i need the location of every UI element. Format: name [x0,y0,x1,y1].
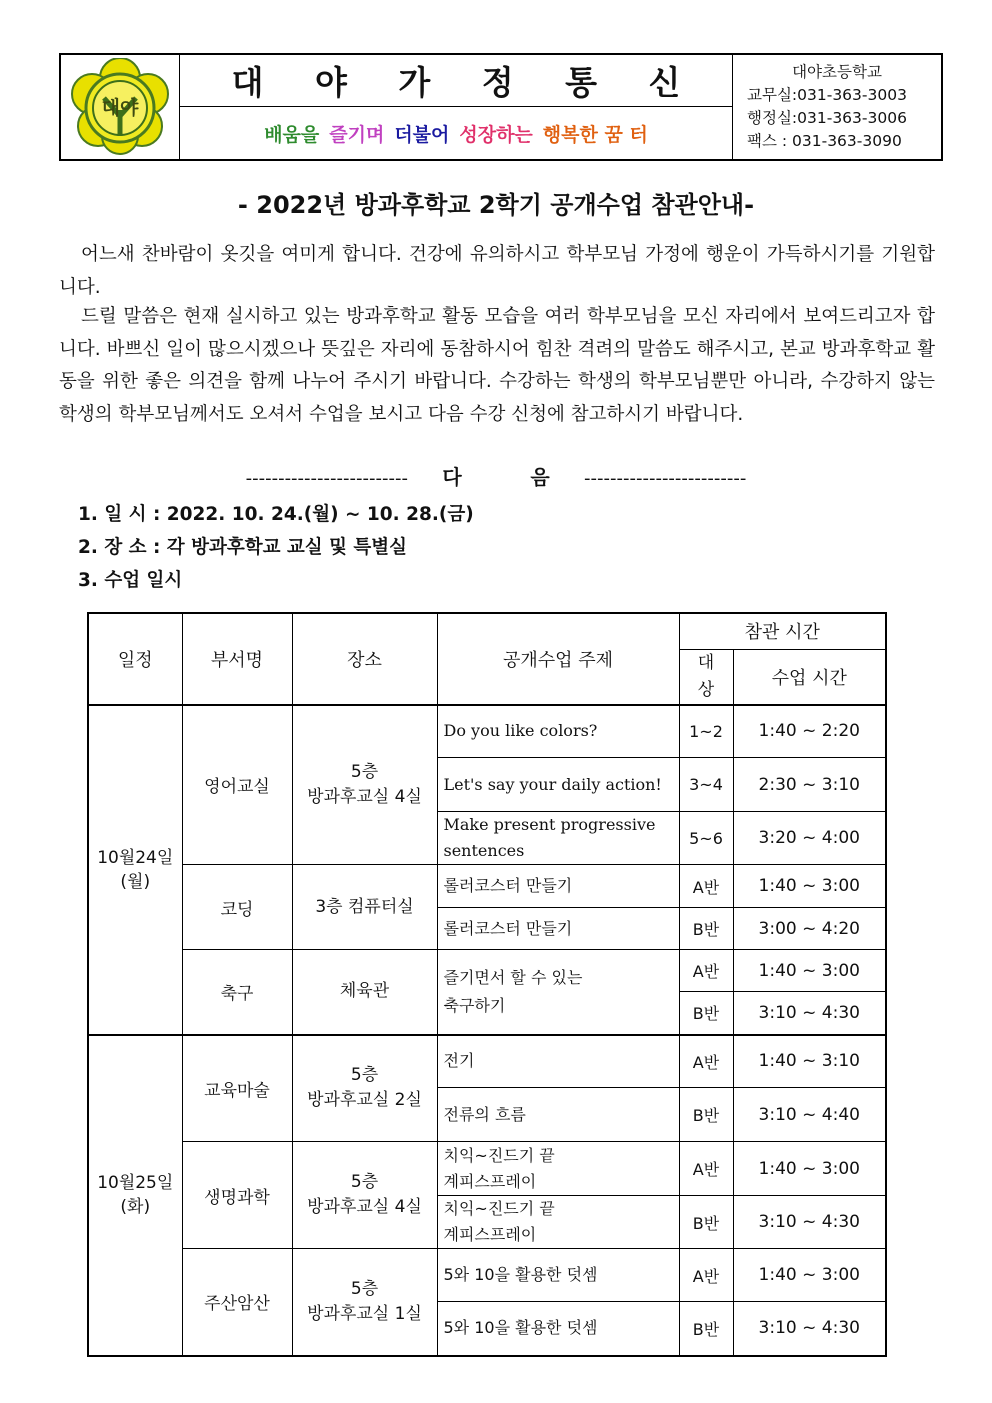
document-title: - 2022년 방과후학교 2학기 공개수업 참관안내- [237,191,755,219]
class-target: B반 [679,992,733,1035]
logo-text: 대야 [101,97,139,119]
divider-label-left: 다 [442,465,462,489]
schedule-date: 10월24일 (월) [88,705,182,1035]
school-name: 대야초등학교 [792,63,882,81]
class-place: 5층 방과후교실 4실 [292,705,437,865]
school-slogan [180,107,732,159]
header-class-time: 수업 시간 [733,649,886,705]
class-place: 체육관 [292,950,437,1035]
class-target: 5~6 [679,812,733,865]
table-row [88,1035,886,1088]
table-row [88,1142,886,1196]
header-visit-time: 참관 시간 [679,613,886,649]
class-time: 1:40 ~ 2:20 [733,705,886,758]
class-topic: Do you like colors? [437,705,679,758]
class-topic: 5와 10을 활용한 덧셈 [437,1302,679,1356]
dept-name: 교육마술 [182,1035,292,1142]
header-place: 장소 [292,613,437,705]
header-target: 대 상 [679,649,733,705]
class-topic: 전류의 흐름 [437,1088,679,1142]
header-date: 일정 [88,613,182,705]
newsletter-title: 대 야 가 정 통 신 [180,55,732,107]
school-logo [61,55,180,159]
class-topic: 5와 10을 활용한 덧셈 [437,1249,679,1302]
class-place: 3층 컴퓨터실 [292,865,437,950]
table-row [88,1249,886,1302]
phone-admin: 행정실:031-363-3006 [747,109,907,127]
divider-dashes-right: ------------------------- [584,468,747,489]
phone-office: 교무실:031-363-3003 [747,86,907,104]
class-time: 3:00 ~ 4:20 [733,908,886,950]
class-topic: 롤러코스터 만들기 [437,865,679,908]
class-time: 3:10 ~ 4:30 [733,992,886,1035]
header-topic: 공개수업 주제 [437,613,679,705]
class-topic: Make present progressive sentences [437,812,679,865]
table-row [88,950,886,992]
school-emblem-icon [68,58,172,156]
class-target: A반 [679,1249,733,1302]
class-target: A반 [679,1142,733,1196]
divider-label-right: 음 [530,465,550,489]
dept-name: 영어교실 [182,705,292,865]
slogan-word: 더불어 [394,123,450,146]
item-place: 2. 장 소 : 각 방과후학교 교실 및 특별실 [78,537,408,558]
section-divider [0,461,992,490]
class-target: B반 [679,1196,733,1249]
slogan-word: 배움을 [264,123,320,146]
class-place: 5층 방과후교실 4실 [292,1142,437,1249]
newsletter-header [59,53,943,161]
class-target: A반 [679,865,733,908]
slogan-word: 성장하는 [459,123,533,146]
dept-name: 축구 [182,950,292,1035]
dept-name: 생명과학 [182,1142,292,1249]
contact-info [733,55,941,159]
schedule-date: 10월25일 (화) [88,1035,182,1356]
schedule-table [87,612,887,1357]
dept-name: 주산암산 [182,1249,292,1356]
class-target: 3~4 [679,758,733,812]
class-time: 1:40 ~ 3:00 [733,1249,886,1302]
item-datetime: 1. 일 시 : 2022. 10. 24.(월) ~ 10. 28.(금) [78,504,474,525]
class-time: 3:10 ~ 4:30 [733,1302,886,1356]
dept-name: 코딩 [182,865,292,950]
class-topic: 치익~진드기 끝 계피스프레이 [437,1196,679,1249]
class-time: 2:30 ~ 3:10 [733,758,886,812]
class-target: B반 [679,1088,733,1142]
header-center [180,55,733,159]
class-place: 5층 방과후교실 2실 [292,1035,437,1142]
class-topic: 즐기면서 할 수 있는 축구하기 [437,950,679,1035]
table-row [88,705,886,758]
class-topic: 롤러코스터 만들기 [437,908,679,950]
slogan-word: 행복한 꿈 터 [542,123,648,146]
class-time: 1:40 ~ 3:00 [733,1142,886,1196]
class-target: B반 [679,908,733,950]
class-time: 3:20 ~ 4:00 [733,812,886,865]
class-time: 1:40 ~ 3:10 [733,1035,886,1088]
table-row [88,865,886,908]
class-time: 1:40 ~ 3:00 [733,950,886,992]
class-time: 3:10 ~ 4:30 [733,1196,886,1249]
class-topic: Let's say your daily action! [437,758,679,812]
class-time: 1:40 ~ 3:00 [733,865,886,908]
header-dept: 부서명 [182,613,292,705]
class-target: A반 [679,1035,733,1088]
class-target: A반 [679,950,733,992]
paragraph-body: 드릴 말씀은 현재 실시하고 있는 방과후학교 활동 모습을 여러 학부모님을 모신 자리에서 보여드리고자 합니다. 바쁘신 일이 많으시겠으나 뜻깊은 자리에 동참하시어 힘찬 격려의 말씀도 해주시고, 본교 방과후학교 활동을 위한 좋은 의견을 함께 나누어 주시기 바랍니다. 수강하는 학생의 학부모님뿐만 아니라, 수강하지 않는 학생의 학부모님께서도 오셔서 수업을 보시고 다음 수강 신청에 참고하시기 바랍니다. [59,306,935,425]
class-target: B반 [679,1302,733,1356]
class-target: 1~2 [679,705,733,758]
slogan-word: 즐기며 [329,123,385,146]
fax-number: 팩스 : 031-363-3090 [747,132,902,150]
class-topic: 전기 [437,1035,679,1088]
class-time: 3:10 ~ 4:40 [733,1088,886,1142]
class-topic: 치익~진드기 끝 계피스프레이 [437,1142,679,1196]
divider-dashes-left: ------------------------- [245,468,408,489]
paragraph-greeting: 어느새 찬바람이 옷깃을 여미게 합니다. 건강에 유의하시고 학부모님 가정에 행운이 가득하시기를 기원합니다. [59,244,935,298]
item-schedule-heading: 3. 수업 일시 [78,570,183,591]
class-place: 5층 방과후교실 1실 [292,1249,437,1356]
